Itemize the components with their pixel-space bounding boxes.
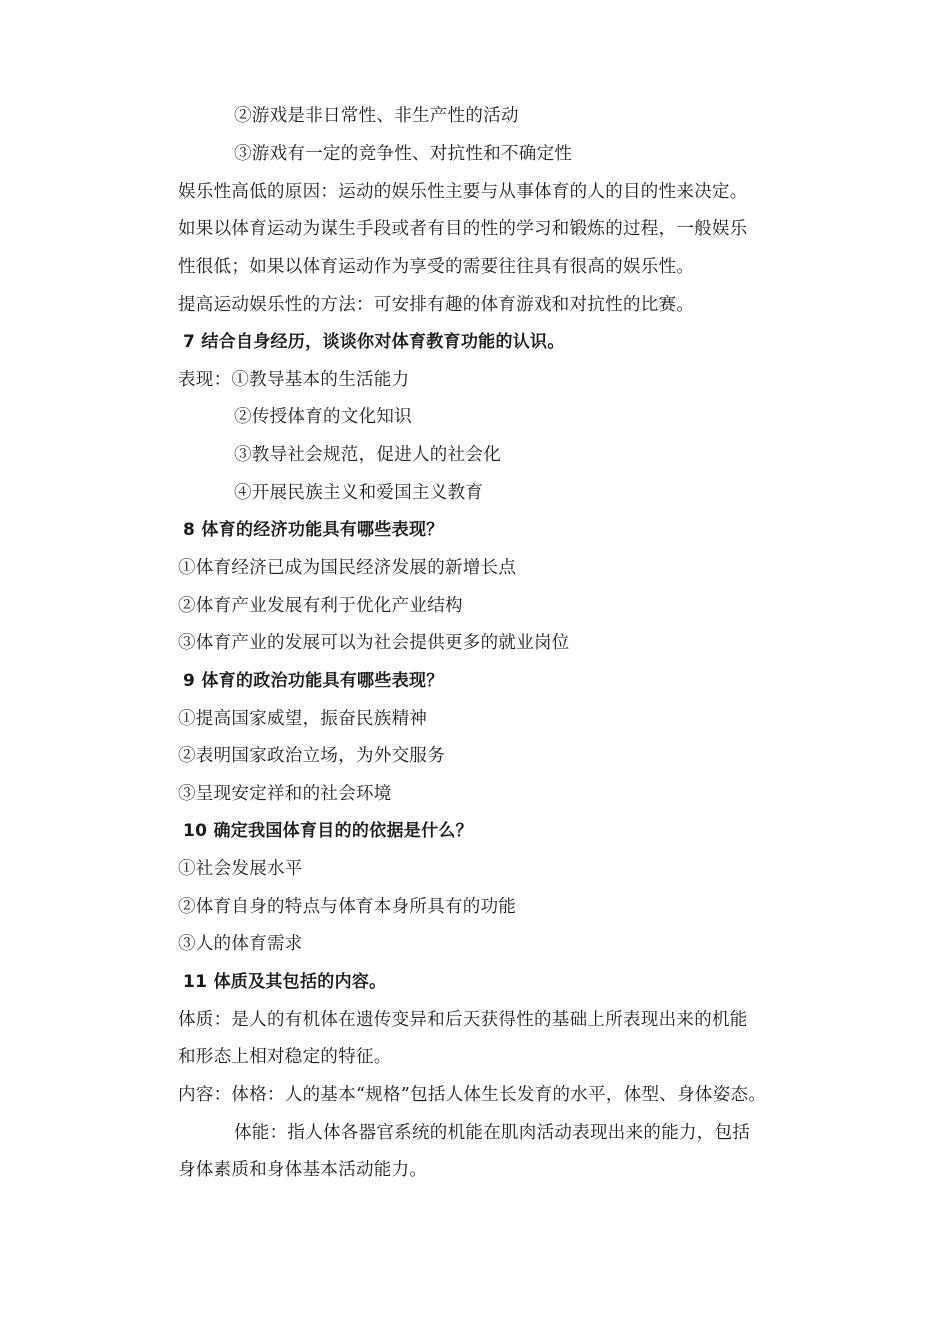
question-heading: 11 体质及其包括的内容。: [183, 972, 387, 992]
list-item: ①社会发展水平: [178, 859, 303, 879]
text-line: 表现：①教导基本的生活能力: [178, 370, 410, 390]
list-item: ①体育经济已成为国民经济发展的新增长点: [178, 558, 517, 578]
question-heading: 7 结合自身经历，谈谈你对体育教育功能的认识。: [183, 332, 565, 352]
list-item: ②体育自身的特点与体育本身所具有的功能: [178, 897, 517, 917]
text-line: 娱乐性高低的原因：运动的娱乐性主要与从事体育的人的目的性来决定。: [178, 182, 748, 202]
question-heading: 8 体育的经济功能具有哪些表现？: [183, 520, 444, 540]
text-line: 身体素质和身体基本活动能力。: [178, 1160, 428, 1180]
text-line: 性很低；如果以体育运动作为享受的需要往往具有很高的娱乐性。: [178, 257, 695, 277]
text-line: ②游戏是非日常性、非生产性的活动: [234, 106, 519, 126]
text-line: 体质：是人的有机体在遗传变异和后天获得性的基础上所表现出来的机能: [178, 1010, 748, 1030]
list-item: ①提高国家威望，振奋民族精神: [178, 709, 428, 729]
list-item: ③体育产业的发展可以为社会提供更多的就业岗位: [178, 633, 570, 653]
question-heading: 10 确定我国体育目的的依据是什么？: [183, 821, 473, 841]
list-item: ③教导社会规范，促进人的社会化: [234, 445, 501, 465]
text-line: 提高运动娱乐性的方法：可安排有趣的体育游戏和对抗性的比赛。: [178, 295, 695, 315]
text-line: 和形态上相对稳定的特征。: [178, 1047, 392, 1067]
question-heading: 9 体育的政治功能具有哪些表现？: [183, 671, 444, 691]
list-item: ④开展民族主义和爱国主义教育: [234, 483, 484, 503]
text-line: 内容：体格：人的基本“规格”包括人体生长发育的水平，体型、身体姿态。: [178, 1085, 767, 1105]
list-item: ③人的体育需求: [178, 934, 303, 954]
list-item: ②传授体育的文化知识: [234, 407, 412, 427]
list-item: ②体育产业发展有利于优化产业结构: [178, 596, 463, 616]
text-line: 如果以体育运动为谋生手段或者有目的性的学习和锻炼的过程，一般娱乐: [178, 219, 748, 239]
list-item: ③呈现安定祥和的社会环境: [178, 784, 392, 804]
text-line: ③游戏有一定的竞争性、对抗性和不确定性: [234, 144, 573, 164]
list-item: ②表明国家政治立场，为外交服务: [178, 746, 445, 766]
text-line: 体能：指人体各器官系统的机能在肌肉活动表现出来的能力，包括: [234, 1123, 751, 1143]
